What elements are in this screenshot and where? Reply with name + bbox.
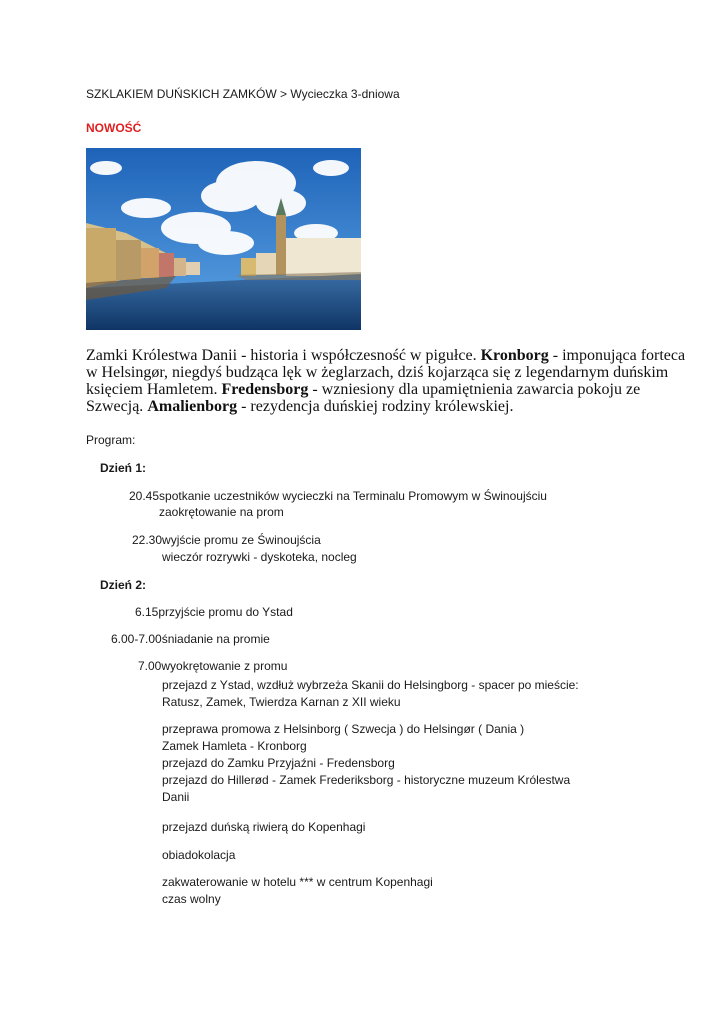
day2-event-2-text: śniadanie na promie [161,632,270,646]
intro-line-2: w Helsingør, niegdyś budząca lęk w żeglarzach, dziś kojarząca się z legendarnym duńskim [86,364,669,381]
amalienborg-name: Amalienborg [147,398,238,415]
day1-event-2-text: wyjście promu ze Świnoujścia [162,533,321,547]
day2-plan-2-line-2: Zamek Hamleta - Kronborg [162,739,307,753]
day2-plan-2-line-1: przeprawa promowa z Helsinborg ( Szwecja ) do Helsingør ( Dania ) [162,722,525,736]
day2-plan-5 [162,874,433,908]
day2-plan-3: przejazd duńską riwierą do Kopenhagi [162,820,366,834]
day2-plan-2-line-3: przejazd do Zamku Przyjaźni - Fredensborg [162,756,395,770]
intro-line-1-rest: - imponująca forteca [548,347,686,364]
day2-event-1-time: 6.15 [135,605,159,619]
day2-plan-5-line-2: czas wolny [162,892,221,906]
day1-event-1-time: 20.45 [129,489,160,503]
day2-plan-1-line-2: Ratusz, Zamek, Twierdza Karnan z XII wieku [162,695,401,709]
day2-plan-1-line-1: przejazd z Ystad, wzdłuż wybrzeża Skanii do Helsingborg - spacer po mieście: [162,678,579,692]
day2-plan-2-line-4: przejazd do Hillerød - Zamek Frederiksborg - historyczne muzeum Królestwa [162,773,571,787]
intro-line-4-rest: - rezydencja duńskiej rodziny królewskiej. [237,398,514,415]
day1-title: Dzień 1: [100,461,147,475]
day2-plan-5-line-1: zakwaterowanie w hotelu *** w centrum Kopenhagi [162,875,433,889]
intro-line-3-text: księciem Hamletem. [86,381,222,398]
intro-line-4 [86,398,685,415]
day2-event-3-text: wyokrętowanie z promu [161,659,288,673]
intro-line-1 [86,347,685,364]
day2-event-3-time: 7.00 [138,659,162,673]
day1-event-1-sub: zaokrętowanie na prom [159,505,284,519]
day1-event-2-sub: wieczór rozrywki - dyskoteka, nocleg [162,550,357,564]
intro-line-4-text: Szwecją. [86,398,148,415]
intro-line-3-rest: - wzniesiony dla upamiętnienia zawarcia pokoju ze [308,381,641,398]
city-canal-photo [86,148,361,330]
day1-event-1-text: spotkanie uczestników wycieczki na Terminalu Promowym w Świnoujściu [159,489,547,503]
day2-plan-2-line-5: Danii [162,790,190,804]
day1-event-2-time: 22.30 [132,533,163,547]
day2-event-1-text: przyjście promu do Ystad [158,605,293,619]
day2-plan-4: obiadokolacja [162,848,236,862]
day2-event-2 [111,631,270,648]
day2-event-1 [135,604,293,621]
intro-line-3 [86,381,685,398]
day2-title: Dzień 2: [100,578,147,592]
day2-plan-1 [162,677,579,711]
kronborg-name: Kronborg [480,347,549,364]
day1-event-1 [129,488,547,505]
intro-text [86,347,685,415]
intro-line-1-text: Zamki Królestwa Danii - historia i współczesność w pigułce. [86,347,481,364]
new-badge: NOWOŚĆ [86,121,142,135]
day1-event-2 [132,532,321,549]
breadcrumb: SZKLAKIEM DUŃSKICH ZAMKÓW > Wycieczka 3-dniowa [86,87,400,101]
program-label: Program: [86,433,136,447]
day2-plan-2 [162,721,570,806]
fredensborg-name: Fredensborg [221,381,309,398]
day2-event-3 [138,658,287,675]
day2-event-2-time: 6.00-7.00 [111,632,162,646]
